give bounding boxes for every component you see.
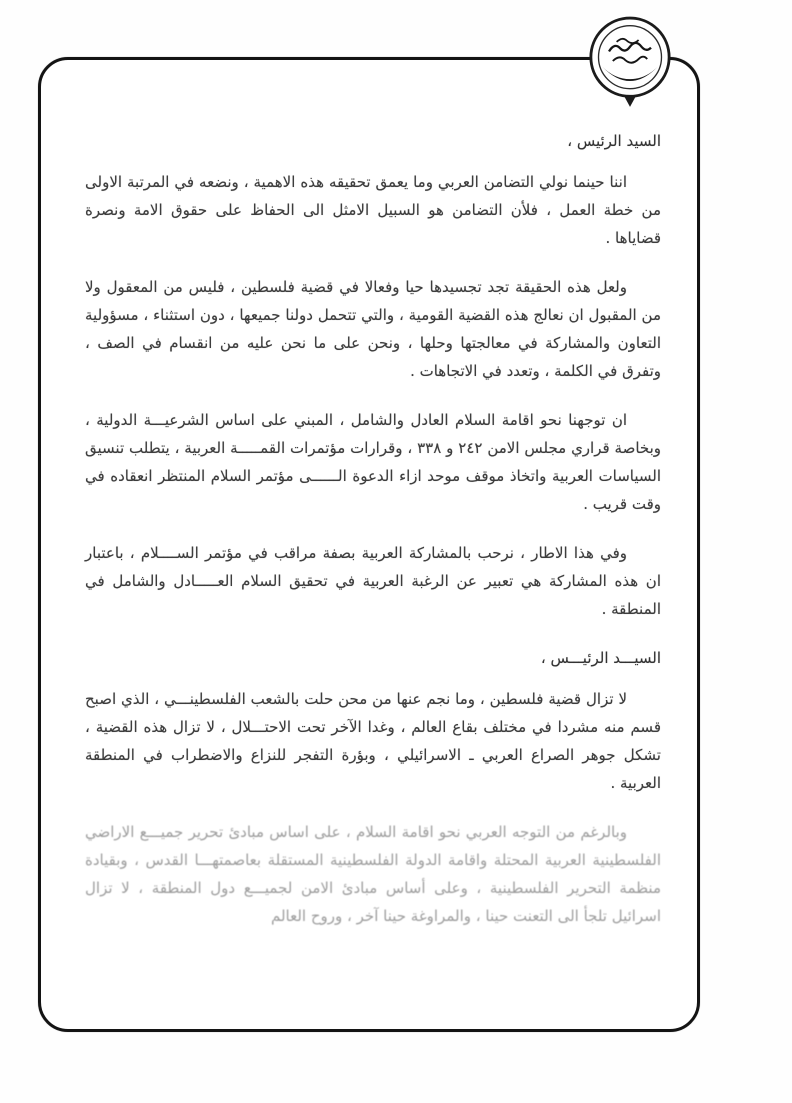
paragraph-faded-bottom: وبالرغم من التوجه العربي نحو اقامة السلام ، على اساس مبادئ تحرير جميـــع الاراضي الفلسطينية العربية المحتلة واقامة الدولة الفلسطينية المستقلة بعاصمتهـــا القدس ، وبقيادة منظمة التحرير الفلسطينية ، وعلى أساس مبادئ الامن لجميـــع دول المنطقة ، لا تزال اسرائيل تلجأ الى التعنت حينا ، والمراوغة حينا آخر ، وروح العالم <box>85 823 661 925</box>
paragraph-solidarity: اننا حينما نولي التضامن العربي وما يعمق تحقيقه هذه الاهمية ، ونضعه في المرتبة الاولى من خطة العمل ، فلأن التضامن هو السبيل الامثل الى الحفاظ على حقوق الامة ونصرة قضاياها . <box>85 173 661 247</box>
letter-body <box>85 127 661 930</box>
salutation-line-2: السيـــد الرئيـــس ، <box>540 649 661 667</box>
arab-league-seal-icon <box>588 12 672 110</box>
paragraph-peace-resolutions: ان توجهنا نحو اقامة السلام العادل والشامل ، المبني على اساس الشرعيـــة الدولية ، وبخاصة قراري مجلس الامن ٢٤٢ و ٣٣٨ ، وقرارات مؤتمرات القمـــــة العربية ، يتطلب تنسيق السياسات العربية واتخاذ موقف موحد ازاء الدعوة الــــــى مؤتمر السلام المنتظر انعقاده في وقت قريب . <box>85 411 661 513</box>
paragraph-palestinian-people: لا تزال قضية فلسطين ، وما نجم عنها من محن حلت بالشعب الفلسطينـــي ، الذي اصبح قسم منه مشردا في مختلف بقاع العالم ، وغدا الآخر تحت الاحتـــلال ، لا تزال هذه القضية ، تشكل جوهر الصراع العربي ـ الاسرائيلي ، وبؤرة التفجر للنزاع والاضطراب في المنطقة العربية . <box>85 690 661 792</box>
salutation-line-1: السيد الرئيس ، <box>567 132 661 150</box>
paragraph-observer-participation: وفي هذا الاطار ، نرحب بالمشاركة العربية بصفة مراقب في مؤتمر الســــلام ، باعتبار ان هذه المشاركة هي تعبير عن الرغبة العربية في تحقيق السلام العـــــادل والشامل في المنطقة . <box>85 544 661 618</box>
paragraph-palestine-cause: ولعل هذه الحقيقة تجد تجسيدها حيا وفعالا في قضية فلسطين ، فليس من المعقول ولا من المقبول ان نعالج هذه القضية القومية ، والتي تتحمل دولنا جميعها ، دون استثناء ، مسؤولية التعاون والمشاركة في معالجتها وحلها ، ونحن على ما نحن عليه من انقسام في الصف ، وتفرق في الكلمة ، وتعدد في الاتجاهات . <box>85 278 661 380</box>
